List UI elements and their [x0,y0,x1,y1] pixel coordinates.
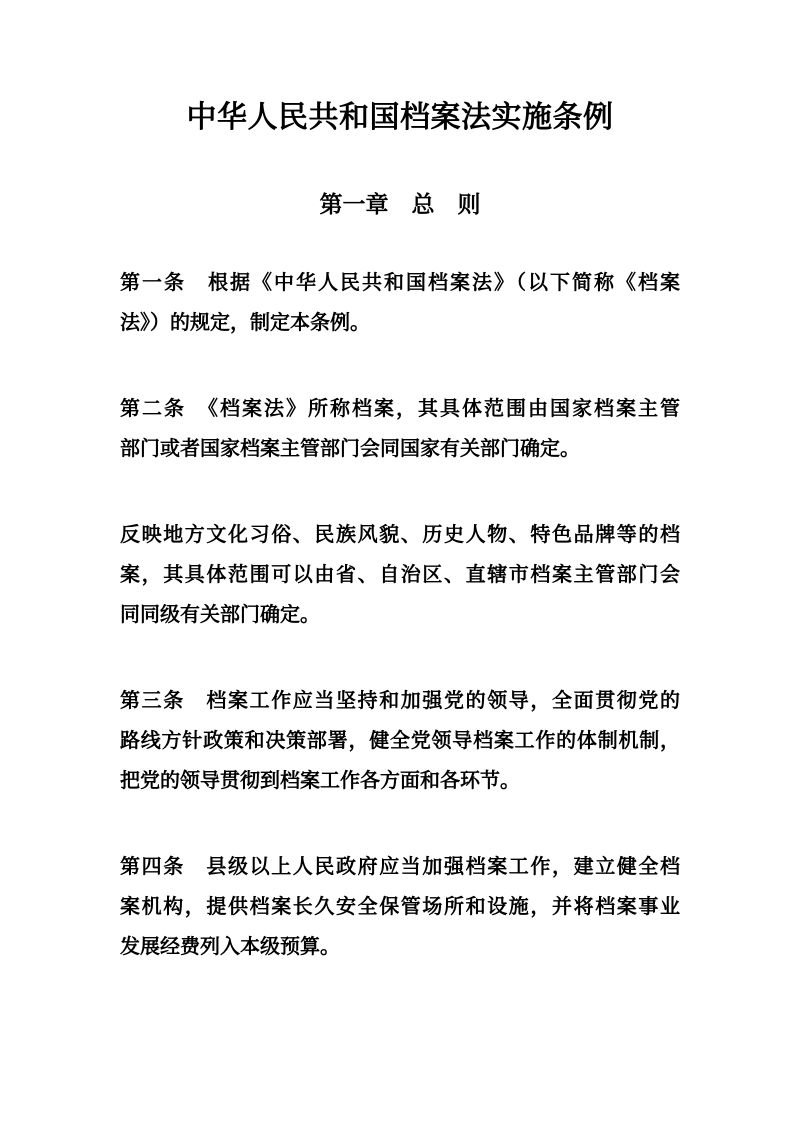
paragraph-line: 反映地方文化习俗、民族风貌、历史人物、特色品牌等的档 [120,524,680,546]
paragraph-line: 法》）的规定，制定本条例。 [120,312,370,334]
paragraph-line: 把党的领导贯彻到档案工作各方面和各环节。 [120,770,520,792]
paragraph-line: 发展经费列入本级预算。 [120,936,340,958]
paragraph [120,389,680,469]
paragraph-line: 同同级有关部门确定。 [120,604,320,626]
paragraph-line: 路线方针政策和决策部署，健全党领导档案工作的体制机制， [120,730,680,752]
paragraph-line: 第四条 县级以上人民政府应当加强档案工作，建立健全档 [120,856,680,878]
paragraph [120,681,680,801]
paragraph-line: 案，其具体范围可以由省、自治区、直辖市档案主管部门会 [120,564,680,586]
paragraph [120,515,680,635]
paragraph [120,263,680,343]
paragraph-line: 第二条 《档案法》所称档案，其具体范围由国家档案主管 [120,398,680,420]
paragraph-line: 第一条 根据《中华人民共和国档案法》（以下简称《档案 [120,272,680,294]
chapter-heading: 第一章 总 则 [319,191,481,217]
article-body [120,263,680,967]
paragraph-line: 案机构，提供档案长久安全保管场所和设施，并将档案事业 [120,896,680,918]
document-title: 中华人民共和国档案法实施条例 [186,101,614,134]
paragraph-line: 部门或者国家档案主管部门会同国家有关部门确定。 [120,438,580,460]
paragraph-line: 第三条 档案工作应当坚持和加强党的领导，全面贯彻党的 [120,690,680,712]
paragraph [120,847,680,967]
